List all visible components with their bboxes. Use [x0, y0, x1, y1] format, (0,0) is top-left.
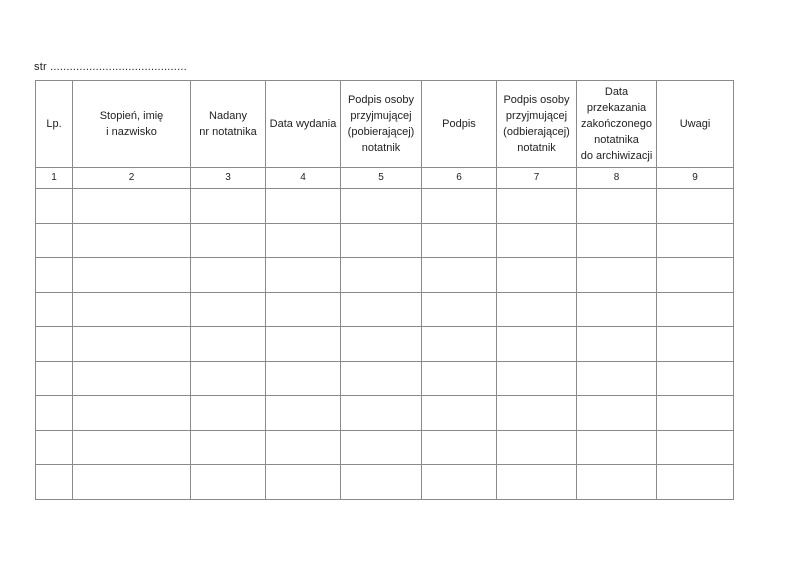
empty-cell[interactable]	[191, 465, 266, 500]
empty-cell[interactable]	[497, 465, 577, 500]
empty-cell[interactable]	[577, 396, 657, 431]
column-header-signature: Podpis	[422, 81, 497, 168]
empty-cell[interactable]	[422, 258, 497, 293]
empty-cell[interactable]	[341, 189, 422, 224]
empty-cell[interactable]	[497, 430, 577, 465]
empty-cell[interactable]	[577, 292, 657, 327]
column-header-issue-date: Data wydania	[266, 81, 341, 168]
empty-cell[interactable]	[36, 258, 73, 293]
empty-cell[interactable]	[657, 223, 734, 258]
empty-cell[interactable]	[577, 361, 657, 396]
column-number-row	[36, 168, 734, 189]
empty-cell[interactable]	[266, 292, 341, 327]
empty-cell[interactable]	[577, 327, 657, 362]
empty-cell[interactable]	[36, 430, 73, 465]
empty-cell[interactable]	[657, 465, 734, 500]
table-row	[36, 189, 734, 224]
empty-cell[interactable]	[422, 292, 497, 327]
empty-cell[interactable]	[422, 189, 497, 224]
empty-cell[interactable]	[266, 396, 341, 431]
column-header-archive-date: Data przekazania zakończonego notatnika do archiwizacji	[577, 81, 657, 168]
empty-cell[interactable]	[341, 361, 422, 396]
column-number: 4	[266, 168, 341, 189]
empty-cell[interactable]	[497, 292, 577, 327]
column-number: 5	[341, 168, 422, 189]
empty-cell[interactable]	[341, 258, 422, 293]
notebook-register-table	[35, 80, 734, 500]
empty-cell[interactable]	[73, 258, 191, 293]
empty-cell[interactable]	[191, 396, 266, 431]
empty-cell[interactable]	[266, 223, 341, 258]
empty-cell[interactable]	[422, 465, 497, 500]
column-number: 6	[422, 168, 497, 189]
empty-cell[interactable]	[266, 327, 341, 362]
empty-cell[interactable]	[657, 430, 734, 465]
column-number: 2	[73, 168, 191, 189]
table-row	[36, 396, 734, 431]
empty-cell[interactable]	[191, 430, 266, 465]
empty-cell[interactable]	[497, 223, 577, 258]
empty-cell[interactable]	[266, 189, 341, 224]
column-header-notes: Uwagi	[657, 81, 734, 168]
empty-cell[interactable]	[36, 361, 73, 396]
empty-cell[interactable]	[191, 292, 266, 327]
empty-cell[interactable]	[341, 327, 422, 362]
empty-cell[interactable]	[497, 361, 577, 396]
empty-cell[interactable]	[497, 258, 577, 293]
empty-cell[interactable]	[73, 223, 191, 258]
empty-cell[interactable]	[577, 430, 657, 465]
table-row	[36, 258, 734, 293]
empty-cell[interactable]	[657, 258, 734, 293]
empty-cell[interactable]	[422, 430, 497, 465]
empty-cell[interactable]	[36, 327, 73, 362]
empty-cell[interactable]	[657, 189, 734, 224]
column-header-lp: Lp.	[36, 81, 73, 168]
empty-cell[interactable]	[266, 430, 341, 465]
column-header-receiver-signature: Podpis osoby przyjmującej (pobierającej) notatnik	[341, 81, 422, 168]
table-row	[36, 327, 734, 362]
column-number: 9	[657, 168, 734, 189]
empty-cell[interactable]	[422, 361, 497, 396]
empty-cell[interactable]	[577, 189, 657, 224]
column-header-returner-signature: Podpis osoby przyjmującej (odbierającej) notatnik	[497, 81, 577, 168]
empty-cell[interactable]	[191, 361, 266, 396]
empty-cell[interactable]	[73, 396, 191, 431]
empty-cell[interactable]	[73, 292, 191, 327]
table-row	[36, 465, 734, 500]
empty-cell[interactable]	[73, 189, 191, 224]
empty-cell[interactable]	[191, 223, 266, 258]
empty-cell[interactable]	[341, 465, 422, 500]
empty-cell[interactable]	[266, 258, 341, 293]
empty-cell[interactable]	[36, 396, 73, 431]
empty-cell[interactable]	[657, 292, 734, 327]
column-number: 1	[36, 168, 73, 189]
empty-cell[interactable]	[497, 189, 577, 224]
column-number: 8	[577, 168, 657, 189]
empty-cell[interactable]	[657, 327, 734, 362]
empty-cell[interactable]	[36, 223, 73, 258]
register-body	[36, 189, 734, 500]
empty-cell[interactable]	[577, 258, 657, 293]
empty-cell[interactable]	[36, 189, 73, 224]
column-number: 7	[497, 168, 577, 189]
empty-cell[interactable]	[191, 258, 266, 293]
empty-cell[interactable]	[73, 361, 191, 396]
empty-cell[interactable]	[577, 223, 657, 258]
empty-cell[interactable]	[73, 430, 191, 465]
empty-cell[interactable]	[422, 327, 497, 362]
empty-cell[interactable]	[266, 465, 341, 500]
table-row	[36, 292, 734, 327]
empty-cell[interactable]	[577, 465, 657, 500]
table-row	[36, 430, 734, 465]
empty-cell[interactable]	[266, 361, 341, 396]
empty-cell[interactable]	[341, 430, 422, 465]
column-number: 3	[191, 168, 266, 189]
empty-cell[interactable]	[191, 189, 266, 224]
empty-cell[interactable]	[341, 396, 422, 431]
empty-cell[interactable]	[657, 361, 734, 396]
empty-cell[interactable]	[36, 292, 73, 327]
column-header-name: Stopień, imię i nazwisko	[73, 81, 191, 168]
column-header-notebook-number: Nadany nr notatnika	[191, 81, 266, 168]
empty-cell[interactable]	[191, 327, 266, 362]
empty-cell[interactable]	[73, 327, 191, 362]
empty-cell[interactable]	[497, 327, 577, 362]
empty-cell[interactable]	[422, 223, 497, 258]
page-number-field[interactable]: str ..........................................	[34, 61, 187, 73]
empty-cell[interactable]	[341, 223, 422, 258]
table-row	[36, 361, 734, 396]
empty-cell[interactable]	[73, 465, 191, 500]
empty-cell[interactable]	[497, 396, 577, 431]
empty-cell[interactable]	[341, 292, 422, 327]
table-row	[36, 223, 734, 258]
empty-cell[interactable]	[36, 465, 73, 500]
header-row	[36, 81, 734, 168]
empty-cell[interactable]	[657, 396, 734, 431]
empty-cell[interactable]	[422, 396, 497, 431]
